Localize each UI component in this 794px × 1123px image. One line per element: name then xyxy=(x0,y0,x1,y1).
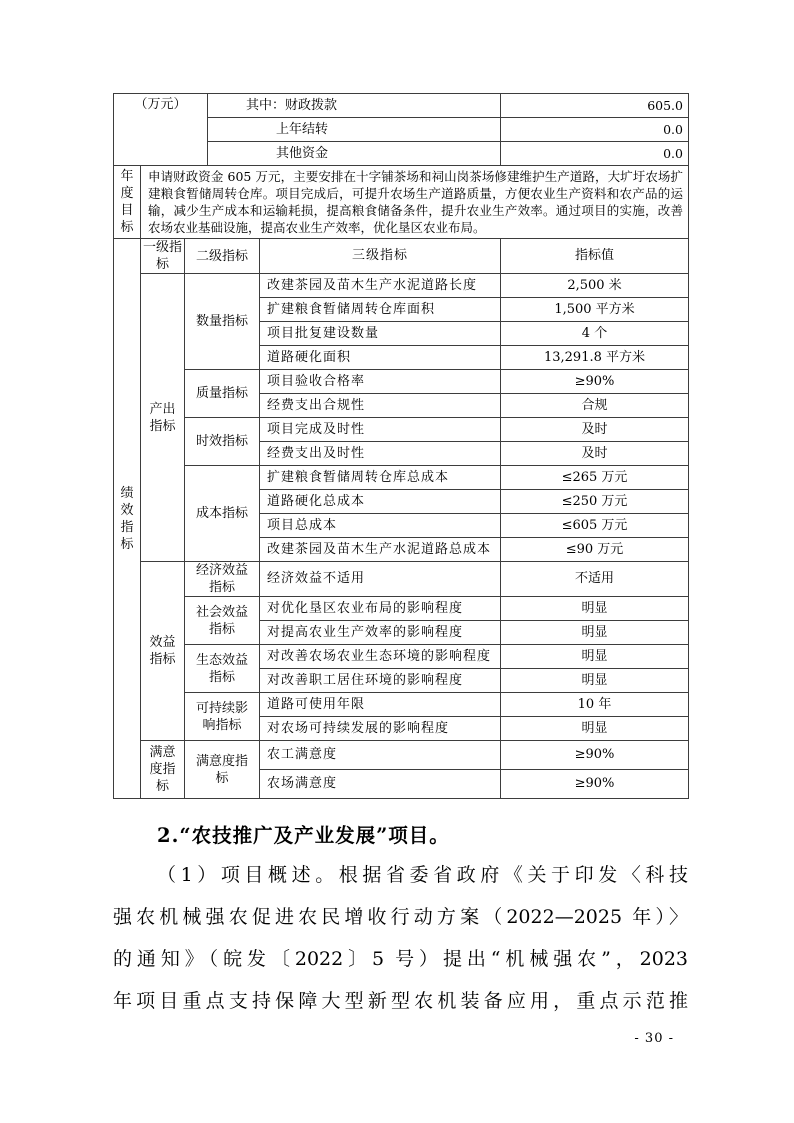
header-level2: 二级指标 xyxy=(185,239,260,274)
value-cell: 合规 xyxy=(501,394,689,418)
table-row xyxy=(114,94,689,118)
indicator-cell: 经费支出合规性 xyxy=(260,394,501,418)
level2-cell-timeliness: 时效指标 xyxy=(185,418,260,466)
indicator-cell: 经费支出及时性 xyxy=(260,442,501,466)
document-page xyxy=(113,93,688,1022)
value-cell: 明显 xyxy=(501,621,689,645)
annual-goal-side-label xyxy=(114,166,141,239)
funding-unit-cell: （万元） xyxy=(114,94,208,166)
indicator-cell: 对改善农场农业生态环境的影响程度 xyxy=(260,645,501,669)
indicator-cell: 经济效益不适用 xyxy=(260,562,501,597)
table-row xyxy=(114,418,689,442)
value-cell: ≤605 万元 xyxy=(501,514,689,538)
table-row xyxy=(114,166,689,239)
level2-cell-ecological: 生态效益指标 xyxy=(185,645,260,693)
indicator-cell: 扩建粮食暂储周转仓库总成本 xyxy=(260,466,501,490)
indicator-cell: 道路硬化面积 xyxy=(260,346,501,370)
level2-cell-cost: 成本指标 xyxy=(185,466,260,562)
table-header-row xyxy=(114,239,689,274)
table-row xyxy=(114,645,689,669)
indicator-cell: 对农场可持续发展的影响程度 xyxy=(260,717,501,741)
value-cell: 明显 xyxy=(501,717,689,741)
indicator-cell: 项目完成及时性 xyxy=(260,418,501,442)
table-row xyxy=(114,562,689,597)
level2-cell-sustainability: 可持续影响指标 xyxy=(185,693,260,741)
annual-goal-text: 申请财政资金 605 万元，主要安排在十字铺茶场和祠山岗茶场修建维护生产道路，大圹圩农场扩建粮食暂储周转仓库。项目完成后，可提升农场生产道路质量，方便农业生产资料和农产品的运输，减少生产成本和运输耗损，提高粮食储备条件，提升农业生产效率。通过项目的实施，改善农场农业基础设施，提高农业生产效率，优化垦区农业布局。 xyxy=(141,166,689,239)
paragraph-line: （1）项目概述。根据省委省政府《关于印发〈科技 xyxy=(157,864,688,886)
funding-value: 0.0 xyxy=(501,118,689,142)
value-cell: ≥90% xyxy=(501,770,689,799)
value-cell: 及时 xyxy=(501,442,689,466)
indicator-cell: 项目验收合格率 xyxy=(260,370,501,394)
header-level3: 三级指标 xyxy=(260,239,501,274)
funding-value: 605.0 xyxy=(501,94,689,118)
header-level1: 一级指标 xyxy=(141,239,185,274)
performance-table xyxy=(113,238,689,799)
value-cell: 及时 xyxy=(501,418,689,442)
indicator-cell: 对改善职工居住环境的影响程度 xyxy=(260,669,501,693)
indicator-cell: 对提高农业生产效率的影响程度 xyxy=(260,621,501,645)
table-row xyxy=(114,741,689,770)
performance-side-label-text: 绩效指标 xyxy=(120,485,134,552)
value-cell: 1,500 平方米 xyxy=(501,298,689,322)
value-cell: 4 个 xyxy=(501,322,689,346)
table-row xyxy=(114,693,689,717)
level1-cell-satisfaction: 满意度指标 xyxy=(141,741,185,799)
annual-goal-side-label-text: 年度目标 xyxy=(120,169,134,235)
value-cell: 明显 xyxy=(501,669,689,693)
level2-cell-economic: 经济效益指标 xyxy=(185,562,260,597)
indicator-cell: 改建茶园及苗木生产水泥道路长度 xyxy=(260,274,501,298)
level2-cell-quality: 质量指标 xyxy=(185,370,260,418)
value-cell: 10 年 xyxy=(501,693,689,717)
value-cell: ≤250 万元 xyxy=(501,490,689,514)
value-cell: ≤265 万元 xyxy=(501,466,689,490)
section-heading: 2.“农技推广及产业发展”项目。 xyxy=(157,824,450,847)
value-cell: ≥90% xyxy=(501,741,689,770)
performance-side-label xyxy=(114,239,141,799)
paragraph-line: 强农机械强农促进农民增收行动方案（2022—2025 年）〉 xyxy=(113,906,688,928)
paragraph-line: 年项目重点支持保障大型新型农机装备应用，重点示范推 xyxy=(113,990,688,1012)
section-project-2 xyxy=(113,818,688,1022)
value-cell: 2,500 米 xyxy=(501,274,689,298)
funding-label: 其中：财政拨款 xyxy=(208,94,501,118)
table-row xyxy=(114,597,689,621)
value-cell: 明显 xyxy=(501,597,689,621)
indicator-cell: 对优化垦区农业布局的影响程度 xyxy=(260,597,501,621)
funding-table xyxy=(113,93,689,166)
indicator-cell: 改建茶园及苗木生产水泥道路总成本 xyxy=(260,538,501,562)
indicator-cell: 道路硬化总成本 xyxy=(260,490,501,514)
header-value: 指标值 xyxy=(501,239,689,274)
value-cell: ≥90% xyxy=(501,370,689,394)
page-number: - 30 - xyxy=(634,1031,674,1046)
indicator-cell: 农工满意度 xyxy=(260,741,501,770)
level2-cell-quantity: 数量指标 xyxy=(185,274,260,370)
indicator-cell: 项目总成本 xyxy=(260,514,501,538)
value-cell: ≤90 万元 xyxy=(501,538,689,562)
funding-label: 上年结转 xyxy=(208,118,501,142)
funding-label: 其他资金 xyxy=(208,142,501,166)
indicator-cell: 项目批复建设数量 xyxy=(260,322,501,346)
level1-cell-benefit: 效益指标 xyxy=(141,562,185,741)
table-row xyxy=(114,466,689,490)
value-cell: 明显 xyxy=(501,645,689,669)
level2-cell-social: 社会效益指标 xyxy=(185,597,260,645)
annual-goal-table xyxy=(113,165,689,239)
value-cell: 不适用 xyxy=(501,562,689,597)
level1-cell-output: 产出指标 xyxy=(141,274,185,562)
table-row xyxy=(114,370,689,394)
table-row xyxy=(114,274,689,298)
funding-value: 0.0 xyxy=(501,142,689,166)
level2-cell-satisfaction: 满意度指标 xyxy=(185,741,260,799)
indicator-cell: 道路可使用年限 xyxy=(260,693,501,717)
indicator-cell: 农场满意度 xyxy=(260,770,501,799)
value-cell: 13,291.8 平方米 xyxy=(501,346,689,370)
paragraph-line: 的通知》（皖发〔2022〕5 号）提出“机械强农”，2023 xyxy=(113,948,688,970)
indicator-cell: 扩建粮食暂储周转仓库面积 xyxy=(260,298,501,322)
